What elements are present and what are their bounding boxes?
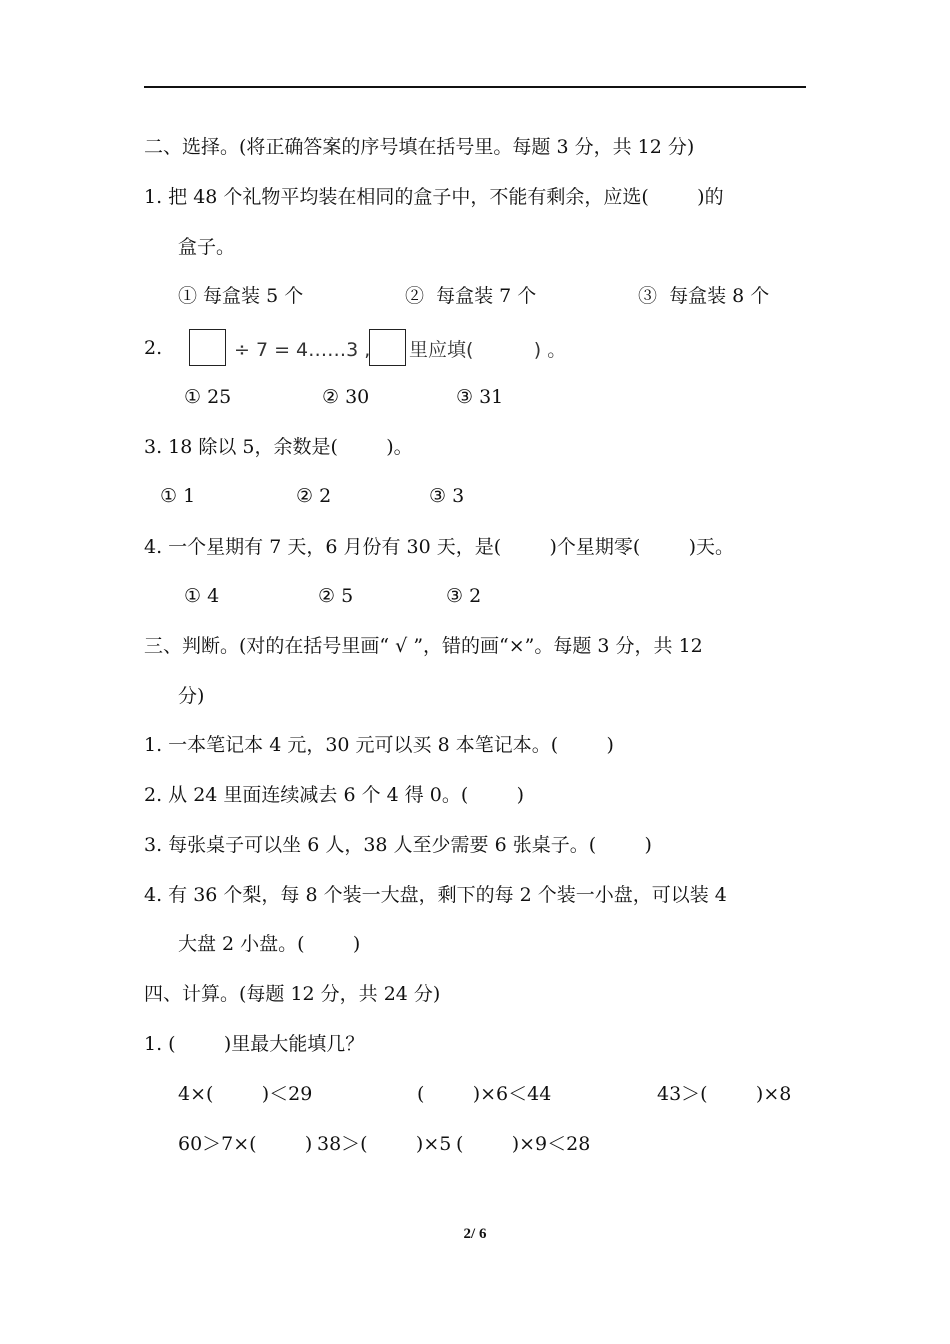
answer-box [189, 329, 226, 366]
q2-2-number: 2. [144, 337, 163, 359]
expression-1: 4×( )＜29 [178, 1083, 313, 1105]
q2-3-option-3: ③ 3 [429, 485, 465, 507]
q3-1-text: 1. 一本笔记本 4 元，30 元可以买 8 本笔记本。( ) [144, 734, 614, 756]
expression-2: ( )×6＜44 [417, 1083, 552, 1105]
q3-3-text: 3. 每张桌子可以坐 6 人，38 人至少需要 6 张桌子。( ) [144, 834, 652, 856]
expression-5: 38＞( )×5 [317, 1133, 452, 1155]
q4-1-text: 1. ( )里最大能填几？ [144, 1033, 365, 1055]
page-number: 2/ 6 [463, 1226, 487, 1242]
q2-3-option-1: ① 1 [160, 485, 196, 507]
section-4-heading: 四、计算。(每题 12 分，共 24 分) [144, 983, 441, 1005]
q2-3-option-2: ② 2 [296, 485, 332, 507]
q2-1-option-2: ② 每盒装 7 个 [405, 285, 537, 307]
q2-2-option-3: ③ 31 [456, 386, 504, 408]
q3-2-text: 2. 从 24 里面连续减去 6 个 4 得 0。( ) [144, 784, 525, 806]
expression-6: ( )×9＜28 [456, 1133, 591, 1155]
q2-2-equation: ÷ 7 = 4……3 , [234, 339, 371, 361]
q2-1-option-3: ③ 每盒装 8 个 [638, 285, 770, 307]
q2-2-option-2: ② 30 [322, 386, 370, 408]
q2-1-option-1: ① 每盒装 5 个 [178, 285, 304, 307]
q2-4-text: 4. 一个星期有 7 天，6 月份有 30 天，是( )个星期零( )天。 [144, 536, 735, 558]
q2-4-option-2: ② 5 [318, 585, 354, 607]
section-3-heading: 三、判断。(对的在括号里画“ √ ”，错的画“×”。每题 3 分，共 12 [144, 635, 703, 657]
top-rule [144, 86, 806, 88]
q2-4-option-3: ③ 2 [446, 585, 482, 607]
q3-4-text: 4. 有 36 个梨，每 8 个装一大盘，剩下的每 2 个装一小盘，可以装 4 [144, 884, 727, 906]
q2-2-suffix: 里应填( ) 。 [409, 339, 567, 361]
q2-1-text: 1. 把 48 个礼物平均装在相同的盒子中，不能有剩余，应选( )的 [144, 186, 724, 208]
answer-box [369, 329, 406, 366]
q2-2-option-1: ① 25 [184, 386, 232, 408]
q2-3-text: 3. 18 除以 5，余数是( )。 [144, 436, 413, 458]
q3-4-text-cont: 大盘 2 小盘。( ) [178, 933, 361, 955]
q2-4-option-1: ① 4 [184, 585, 220, 607]
section-3-heading-cont: 分) [178, 685, 205, 707]
section-2-heading: 二、选择。(将正确答案的序号填在括号里。每题 3 分，共 12 分) [144, 136, 695, 158]
q2-1-text-cont: 盒子。 [178, 236, 236, 258]
expression-4: 60＞7×( ) [178, 1133, 313, 1155]
expression-3: 43＞( )×8 [657, 1083, 792, 1105]
